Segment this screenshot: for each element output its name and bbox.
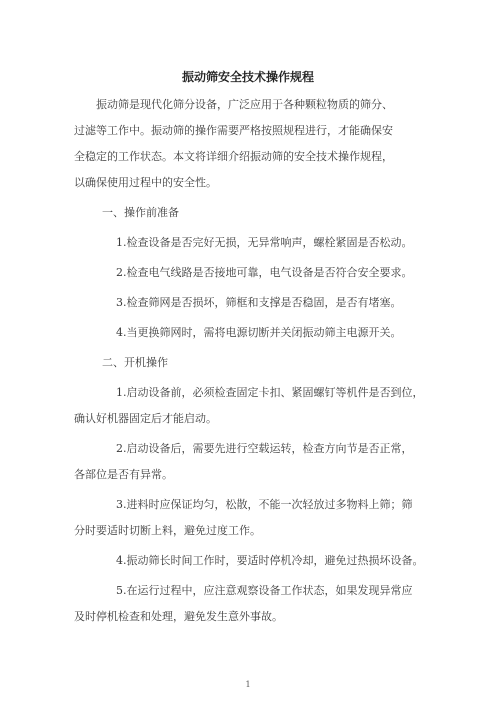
list-item: 4.振动筛长时间工作时，要适时停机冷却，避免过热损坏设备。 xyxy=(116,554,424,567)
list-item-continuation: 各部位是否有异常。 xyxy=(74,468,173,481)
list-item: 4.当更换筛网时，需将电源切断并关闭振动筛主电源开关。 xyxy=(116,326,402,339)
list-item-continuation: 及时停机检查和处理，避免发生意外事故。 xyxy=(74,610,283,623)
list-item-continuation: 确认好机器固定后才能启动。 xyxy=(74,412,217,425)
intro-line: 全稳定的工作状态。本文将详细介绍振动筛的安全技术操作规程， xyxy=(74,150,393,163)
section-heading-startup: 二、开机操作 xyxy=(102,356,168,369)
list-item: 1.启动设备前，必须检查固定卡扣、紧固螺钉等机件是否到位， xyxy=(116,386,424,399)
list-item: 3.进料时应保证均匀，松散，不能一次轻放过多物料上筛；筛 xyxy=(116,498,413,511)
document-title: 振动筛安全技术操作规程 xyxy=(181,70,314,84)
list-item: 5.在运行过程中，应注意观察设备工作状态，如果发现异常应 xyxy=(116,584,413,597)
section-heading-preparation: 一、操作前准备 xyxy=(102,206,179,219)
list-item: 2.启动设备后，需要先进行空载运转，检查方向节是否正常， xyxy=(116,442,413,455)
list-item: 3.检查筛网是否损坏，筛框和支撑是否稳固，是否有堵塞。 xyxy=(116,296,402,309)
page-number: 1 xyxy=(245,680,251,689)
list-item-continuation: 分时要适时切断上料，避免过度工作。 xyxy=(74,524,261,537)
intro-line: 过滤等工作中。振动筛的操作需要严格按照规程进行，才能确保安 xyxy=(74,124,393,137)
list-item: 1.检查设备是否完好无损，无异常响声，螺栓紧固是否松动。 xyxy=(116,236,413,249)
list-item: 2.检查电气线路是否接地可靠，电气设备是否符合安全要求。 xyxy=(116,266,413,279)
intro-line: 以确保使用过程中的安全性。 xyxy=(74,176,217,189)
intro-line: 振动筛是现代化筛分设备，广泛应用于各种颗粒物质的筛分、 xyxy=(96,98,393,111)
